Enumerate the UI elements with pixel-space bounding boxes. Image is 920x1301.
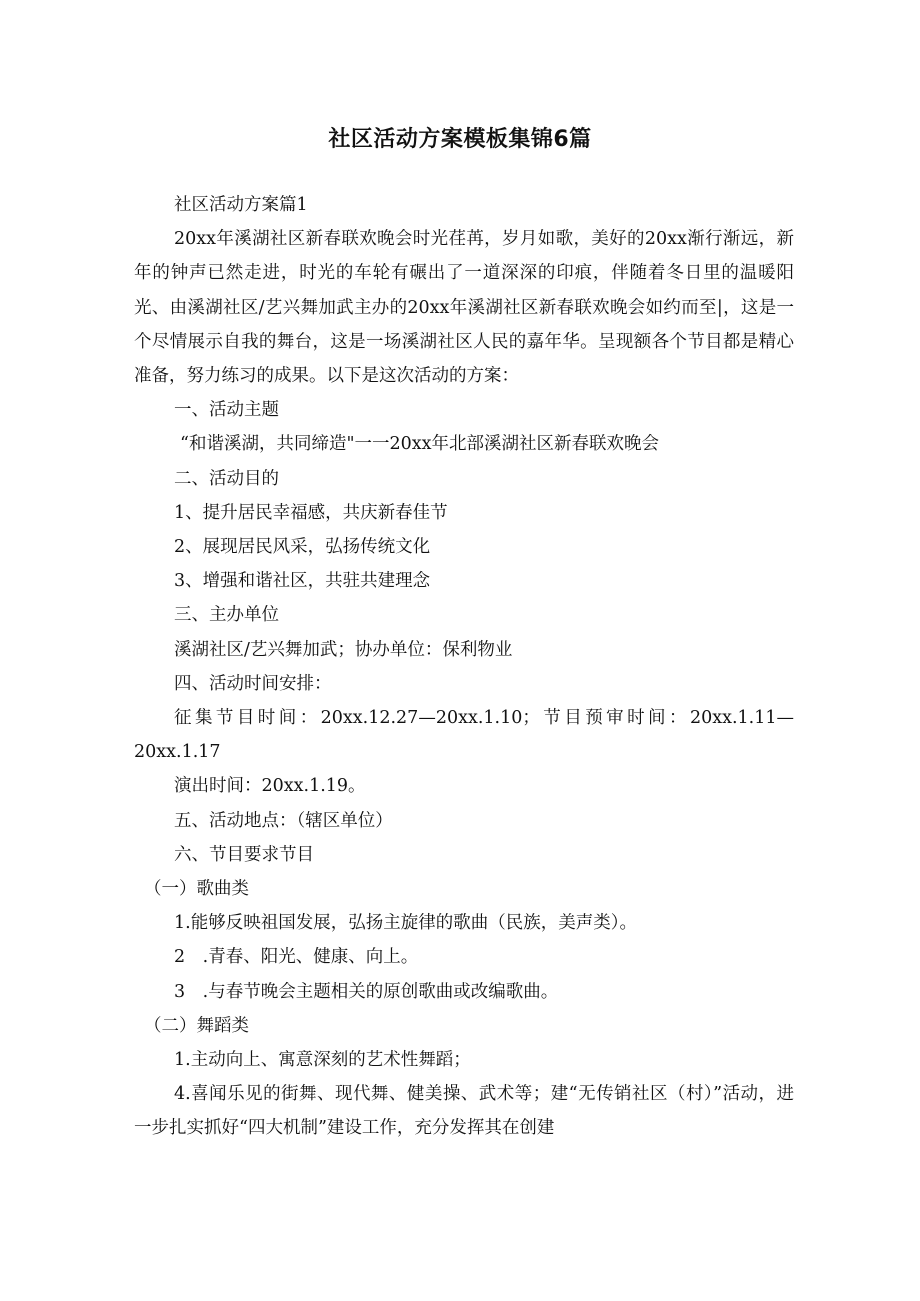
list-item: 2、展现居民风采，弘扬传统文化 xyxy=(174,537,431,558)
list-item: 4.喜闻乐见的街舞、现代舞、健美操、武术等；建“无传销社区（村）”活动，进一步扎实抓好“四大机制”建设工作，充分发挥其在创建 xyxy=(134,1084,794,1139)
performance-time-line: 演出时间：20xx.1.19。 xyxy=(174,776,366,797)
section-heading: 社区活动方案篇1 xyxy=(174,195,308,215)
section-heading: 六、节目要求节目 xyxy=(174,844,314,865)
list-item: 3、增强和谐社区，共驻共建理念 xyxy=(174,571,431,592)
section-heading: 二、活动目的 xyxy=(174,468,279,489)
document-title: 社区活动方案模板集锦6篇 xyxy=(328,127,592,152)
section-heading: 一、活动主题 xyxy=(174,400,279,421)
document-body xyxy=(134,188,794,1146)
subsection-heading: （二）舞蹈类 xyxy=(144,1015,249,1036)
subsection-heading: （一）歌曲类 xyxy=(144,879,249,900)
list-item: 1.主动向上、寓意深刻的艺术性舞蹈； xyxy=(174,1050,471,1071)
schedule-line: 征集节目时间：20xx.12.27—20xx.1.10；节目预审时间：20xx.1.11—20xx.1.17 xyxy=(134,708,794,763)
section-heading: 四、活动时间安排： xyxy=(174,673,332,694)
organizer-line: 溪湖社区/艺兴舞加武；协办单位：保利物业 xyxy=(174,639,513,660)
list-item: 2 .青春、阳光、健康、向上。 xyxy=(174,947,419,968)
list-item: 1、提升居民幸福感，共庆新春佳节 xyxy=(174,502,448,523)
section-heading: 三、主办单位 xyxy=(174,605,279,626)
section-heading: 五、活动地点：（辖区单位） xyxy=(174,810,393,831)
list-item: 1.能够反映祖国发展，弘扬主旋律的歌曲（民族，美声类）。 xyxy=(174,913,637,934)
list-item: 3 .与春节晚会主题相关的原创歌曲或改编歌曲。 xyxy=(174,981,559,1002)
intro-paragraph: 20xx年溪湖社区新春联欢晚会时光荏苒，岁月如歌，美好的20xx渐行渐远，新年的钟声已然走进，时光的车轮有碾出了一道深深的印痕，伴随着冬日里的温暖阳光、由溪湖社区/艺兴舞加武主办的20xx年溪湖社区新春联欢晚会如约而至|，这是一个尽情展示自我的舞台，这是一场溪湖社区人民的嘉年华。呈现额各个节目都是精心准备，努力练习的成果。以下是这次活动的方案： xyxy=(134,229,794,387)
theme-line: “和谐溪湖，共同缔造"一一20xx年北部溪湖社区新春联欢晚会 xyxy=(180,434,660,455)
